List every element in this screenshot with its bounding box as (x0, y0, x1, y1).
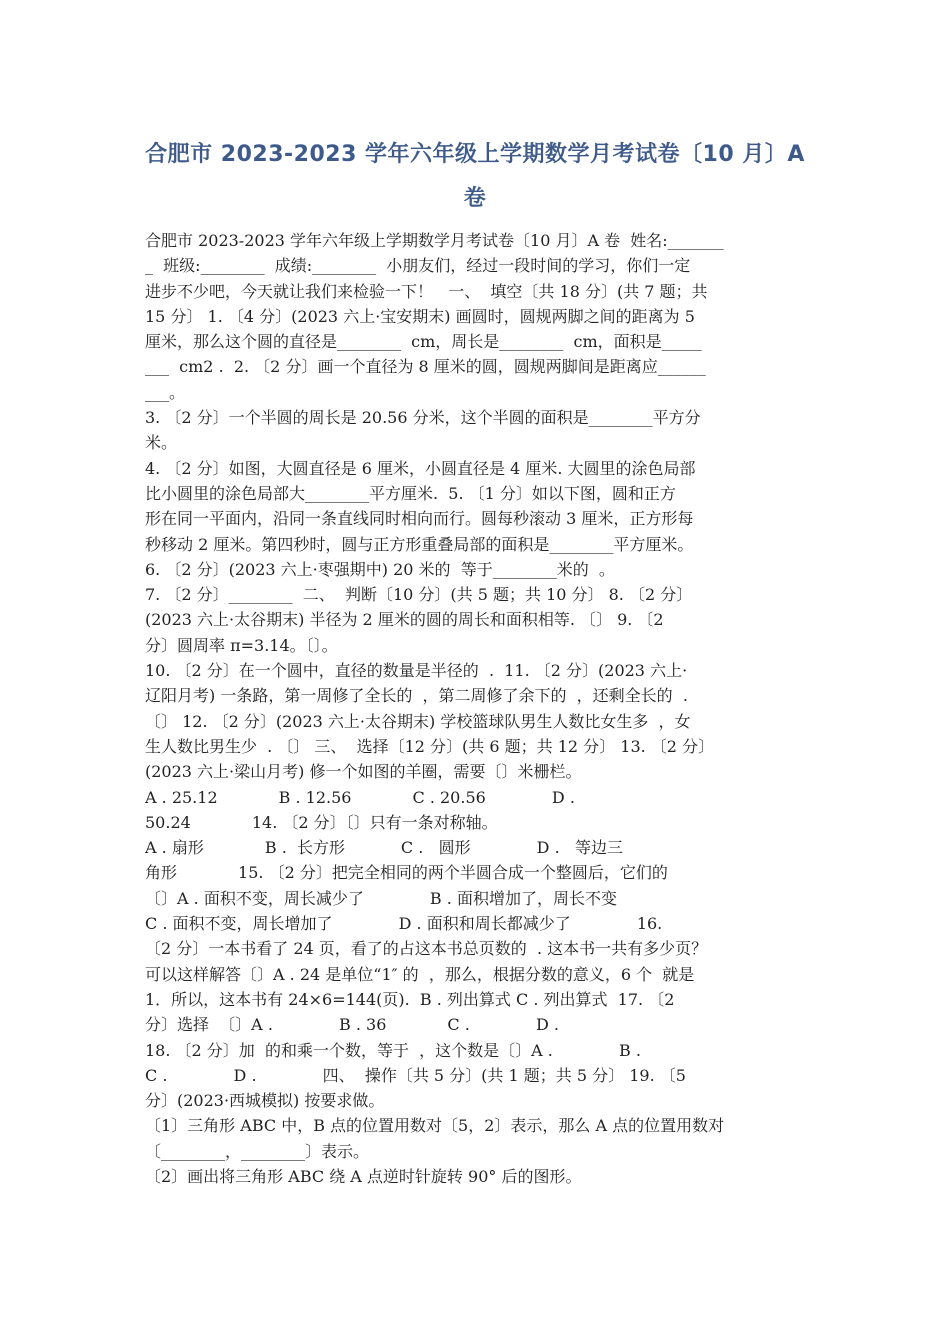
text-line: 形在同一平面内，沿同一条直线同时相向而行。圆每秒滚动 3 厘米，正方形每 (145, 509, 694, 529)
text-line: 6. 〔2 分〕(2023 六上·枣强期中) 20 米的 等于________米的 。 (145, 559, 615, 579)
text-line: ___ cm2 . 2. 〔2 分〕画一个直径为 8 厘米的圆，圆规两脚间是距离应______ (145, 357, 706, 377)
text-line: 〔〕 12. 〔2 分〕(2023 六上·太谷期末) 学校篮球队男生人数比女生多 ，女 (145, 711, 691, 731)
text-line: 厘米，那么这个圆的直径是________ cm，周长是________ cm，面积是_____ (145, 332, 702, 352)
text-line: 4. 〔2 分〕如图，大圆直径是 6 厘米，小圆直径是 4 厘米. 大圆里的涂色局部 (145, 458, 696, 478)
text-line: 辽阳月考) 一条路，第一周修了全长的 ，第二周修了余下的 ，还剩全长的 . (145, 686, 688, 706)
text-line: _ 班级:________ 成绩:________ 小朋友们，经过一段时间的学习，你们一定 (145, 256, 691, 276)
text-line: 〔2 分〕一本书看了 24 页，看了的占这本书总页数的 . 这本书一共有多少页？ (145, 939, 708, 959)
text-line: A . 扇形 B . 长方形 C . 圆形 D . 等边三 (145, 838, 623, 858)
text-line: 合肥市 2023-2023 学年六年级上学期数学月考试卷〔10 月〕A 卷 姓名:_______ (145, 231, 724, 250)
text-line: 3. 〔2 分〕一个半圆的周长是 20.56 分米，这个半圆的面积是________平方分 (145, 408, 701, 428)
text-line: 15 分〕 1. 〔4 分〕(2023 六上·宝安期末) 画圆时，圆规两脚之间的距离为 5 (145, 306, 695, 326)
text-line: (2023 六上·梁山月考) 修一个如图的羊圈，需要〔〕米栅栏。 (145, 762, 582, 782)
text-line: (2023 六上·太谷期末) 半径为 2 厘米的圆的周长和面积相等. 〔〕 9. 〔2 (145, 610, 664, 630)
text-line: 米。 (145, 433, 178, 453)
document-body (145, 228, 815, 1189)
text-line: 生人数比男生少 . 〔〕 三、 选择〔12 分〕(共 6 题；共 12 分〕 13. 〔2 分〕 (145, 736, 715, 756)
text-line: ___。 (145, 382, 186, 402)
text-line: 进步不少吧，今天就让我们来检验一下！ 一、 填空〔共 18 分〕(共 7 题；共 (145, 281, 708, 301)
text-line: 可以这样解答〔〕A . 24 是单位“1″ 的 ，那么，根据分数的意义，6 个 就是 (145, 964, 695, 984)
text-line: 18. 〔2 分〕加 的和乘一个数，等于 ，这个数是〔〕A . B . (145, 1040, 641, 1060)
text-line: 50.24 14. 〔2 分〕〔〕只有一条对称轴。 (145, 812, 498, 832)
text-line: 秒移动 2 厘米。第四秒时，圆与正方形重叠局部的面积是________平方厘米。 (145, 534, 694, 554)
text-line: 〔2〕画出将三角形 ABC 绕 A 点逆时针旋转 90° 后的图形。 (145, 1166, 582, 1186)
text-line: A . 25.12 B . 12.56 C . 20.56 D . (145, 787, 575, 807)
document-title-continued: 卷 (463, 186, 487, 211)
text-line: 〔________，________〕表示。 (145, 1141, 370, 1161)
text-line: 7. 〔2 分〕________ 二、 判断〔10 分〕(共 5 题；共 10 分〕 8. 〔2 分〕 (145, 585, 693, 605)
text-line: 1．所以，这本书有 24×6=144(页). B . 列出算式 C . 列出算式 17. 〔2 (145, 989, 675, 1009)
text-line: 分〕圆周率 π=3.14。〔〕。 (145, 635, 338, 655)
text-line: C . 面积不变，周长增加了 D . 面积和周长都减少了 16. (145, 914, 663, 934)
text-line: 角形 15. 〔2 分〕把完全相同的两个半圆合成一个整圆后，它们的 (145, 863, 668, 883)
document-title: 合肥市 2023-2023 学年六年级上学期数学月考试卷〔10 月〕A (145, 142, 805, 167)
text-line: 分〕(2023·西城模拟) 按要求做。 (145, 1091, 385, 1111)
text-line: 分〕选择 〔〕A . B . 36 C . D . (145, 1015, 559, 1035)
text-line: 〔1〕三角形 ABC 中，B 点的位置用数对〔5，2〕表示，那么 A 点的位置用数对 (145, 1116, 725, 1136)
text-line: 10. 〔2 分〕在一个圆中，直径的数量是半径的 . 11. 〔2 分〕(2023 六上· (145, 661, 688, 681)
text-line: 〔〕A . 面积不变，周长减少了 B . 面积增加了，周长不变 (145, 888, 617, 908)
text-line: 比小圆里的涂色局部大________平方厘米. 5. 〔1 分〕如以下图，圆和正方 (145, 483, 676, 503)
text-line: C . D . 四、 操作〔共 5 分〕(共 1 题；共 5 分〕 19. 〔5 (145, 1065, 686, 1085)
